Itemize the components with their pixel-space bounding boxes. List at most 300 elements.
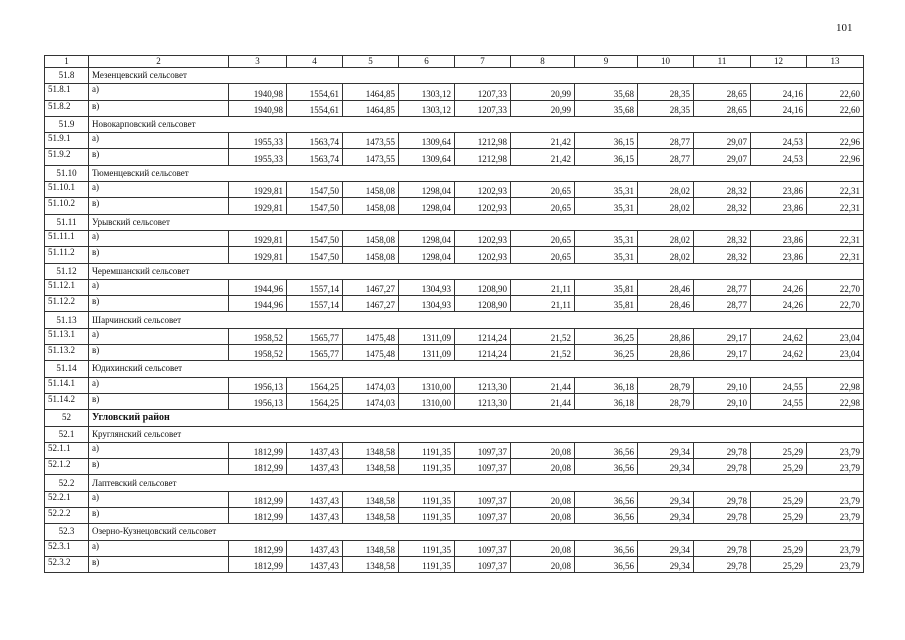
value-cell: 20,65 bbox=[511, 247, 575, 263]
value-cell: 1437,43 bbox=[287, 442, 343, 458]
value-cell: 1348,58 bbox=[343, 459, 399, 475]
value-cell: 28,46 bbox=[638, 279, 694, 295]
value-cell: 25,29 bbox=[751, 556, 807, 572]
row-label: а) bbox=[89, 442, 229, 458]
district-name: Угловский район bbox=[89, 410, 864, 426]
value-cell: 1547,50 bbox=[287, 247, 343, 263]
value-cell: 24,53 bbox=[751, 149, 807, 165]
value-cell: 1944,96 bbox=[229, 279, 287, 295]
row-label: а) bbox=[89, 230, 229, 246]
value-cell: 1202,93 bbox=[455, 230, 511, 246]
value-cell: 36,15 bbox=[575, 133, 638, 149]
header-cell: 5 bbox=[343, 56, 399, 68]
value-cell: 21,11 bbox=[511, 296, 575, 312]
value-cell: 22,31 bbox=[807, 230, 864, 246]
value-cell: 24,55 bbox=[751, 377, 807, 393]
value-cell: 22,70 bbox=[807, 279, 864, 295]
header-cell: 13 bbox=[807, 56, 864, 68]
value-cell: 29,17 bbox=[694, 345, 751, 361]
value-cell: 1310,00 bbox=[399, 393, 455, 409]
row-label: в) bbox=[89, 393, 229, 409]
value-cell: 1298,04 bbox=[399, 247, 455, 263]
value-cell: 1564,25 bbox=[287, 377, 343, 393]
row-number: 51.8.2 bbox=[45, 100, 89, 116]
value-cell: 23,79 bbox=[807, 556, 864, 572]
value-cell: 1812,99 bbox=[229, 442, 287, 458]
value-cell: 1475,48 bbox=[343, 328, 399, 344]
table-row bbox=[45, 377, 864, 393]
value-cell: 29,34 bbox=[638, 442, 694, 458]
value-cell: 1212,98 bbox=[455, 149, 511, 165]
value-cell: 29,78 bbox=[694, 442, 751, 458]
value-cell: 20,08 bbox=[511, 508, 575, 524]
value-cell: 23,86 bbox=[751, 198, 807, 214]
value-cell: 1473,55 bbox=[343, 149, 399, 165]
row-label: в) bbox=[89, 459, 229, 475]
row-label: а) bbox=[89, 182, 229, 198]
value-cell: 28,46 bbox=[638, 296, 694, 312]
value-cell: 1191,35 bbox=[399, 508, 455, 524]
header-cell: 9 bbox=[575, 56, 638, 68]
value-cell: 20,65 bbox=[511, 182, 575, 198]
table-row bbox=[45, 149, 864, 165]
table-row bbox=[45, 540, 864, 556]
value-cell: 28,32 bbox=[694, 230, 751, 246]
value-cell: 1547,50 bbox=[287, 182, 343, 198]
value-cell: 29,07 bbox=[694, 133, 751, 149]
value-cell: 28,02 bbox=[638, 182, 694, 198]
row-number: 51.11.1 bbox=[45, 230, 89, 246]
value-cell: 36,56 bbox=[575, 459, 638, 475]
section-number: 51.14 bbox=[45, 361, 89, 377]
value-cell: 1557,14 bbox=[287, 279, 343, 295]
section-row bbox=[45, 361, 864, 377]
value-cell: 1929,81 bbox=[229, 198, 287, 214]
row-number: 51.13.1 bbox=[45, 328, 89, 344]
value-cell: 23,79 bbox=[807, 491, 864, 507]
header-cell: 11 bbox=[694, 56, 751, 68]
section-number: 52.1 bbox=[45, 426, 89, 442]
row-number: 51.9.2 bbox=[45, 149, 89, 165]
value-cell: 1565,77 bbox=[287, 328, 343, 344]
value-cell: 36,56 bbox=[575, 540, 638, 556]
value-cell: 1547,50 bbox=[287, 230, 343, 246]
value-cell: 1557,14 bbox=[287, 296, 343, 312]
value-cell: 29,07 bbox=[694, 149, 751, 165]
table-row bbox=[45, 247, 864, 263]
row-label: а) bbox=[89, 540, 229, 556]
section-row bbox=[45, 426, 864, 442]
value-cell: 1474,03 bbox=[343, 393, 399, 409]
value-cell: 1554,61 bbox=[287, 84, 343, 100]
value-cell: 23,79 bbox=[807, 540, 864, 556]
district-row bbox=[45, 410, 864, 426]
section-name: Озерно-Кузнецовский сельсовет bbox=[89, 524, 864, 540]
section-name: Мезенцевский сельсовет bbox=[89, 68, 864, 84]
value-cell: 21,44 bbox=[511, 377, 575, 393]
value-cell: 21,52 bbox=[511, 328, 575, 344]
value-cell: 28,32 bbox=[694, 182, 751, 198]
value-cell: 28,77 bbox=[638, 133, 694, 149]
value-cell: 23,86 bbox=[751, 247, 807, 263]
section-row bbox=[45, 475, 864, 491]
section-number: 51.11 bbox=[45, 214, 89, 230]
value-cell: 1458,08 bbox=[343, 230, 399, 246]
value-cell: 1554,61 bbox=[287, 100, 343, 116]
value-cell: 1303,12 bbox=[399, 100, 455, 116]
section-name: Урывский сельсовет bbox=[89, 214, 864, 230]
row-number: 51.10.2 bbox=[45, 198, 89, 214]
value-cell: 1348,58 bbox=[343, 540, 399, 556]
value-cell: 1955,33 bbox=[229, 149, 287, 165]
row-label: а) bbox=[89, 279, 229, 295]
table-row bbox=[45, 182, 864, 198]
row-label: в) bbox=[89, 247, 229, 263]
value-cell: 25,29 bbox=[751, 508, 807, 524]
value-cell: 28,79 bbox=[638, 393, 694, 409]
value-cell: 35,81 bbox=[575, 296, 638, 312]
value-cell: 1929,81 bbox=[229, 247, 287, 263]
header-cell: 1 bbox=[45, 56, 89, 68]
row-number: 52.1.1 bbox=[45, 442, 89, 458]
value-cell: 1475,48 bbox=[343, 345, 399, 361]
value-cell: 1097,37 bbox=[455, 540, 511, 556]
value-cell: 35,31 bbox=[575, 198, 638, 214]
value-cell: 22,96 bbox=[807, 149, 864, 165]
value-cell: 25,29 bbox=[751, 540, 807, 556]
section-name: Новокарповский сельсовет bbox=[89, 116, 864, 132]
row-number: 51.14.2 bbox=[45, 393, 89, 409]
value-cell: 1348,58 bbox=[343, 442, 399, 458]
section-row bbox=[45, 68, 864, 84]
value-cell: 1202,93 bbox=[455, 198, 511, 214]
value-cell: 22,96 bbox=[807, 133, 864, 149]
value-cell: 1191,35 bbox=[399, 459, 455, 475]
value-cell: 20,99 bbox=[511, 84, 575, 100]
value-cell: 1929,81 bbox=[229, 230, 287, 246]
value-cell: 23,04 bbox=[807, 345, 864, 361]
value-cell: 1208,90 bbox=[455, 279, 511, 295]
value-cell: 20,08 bbox=[511, 442, 575, 458]
value-cell: 1348,58 bbox=[343, 508, 399, 524]
value-cell: 36,25 bbox=[575, 345, 638, 361]
value-cell: 29,34 bbox=[638, 491, 694, 507]
value-cell: 1348,58 bbox=[343, 556, 399, 572]
value-cell: 1202,93 bbox=[455, 247, 511, 263]
value-cell: 1097,37 bbox=[455, 459, 511, 475]
value-cell: 25,29 bbox=[751, 491, 807, 507]
value-cell: 1437,43 bbox=[287, 556, 343, 572]
value-cell: 21,42 bbox=[511, 149, 575, 165]
row-label: в) bbox=[89, 345, 229, 361]
value-cell: 1202,93 bbox=[455, 182, 511, 198]
value-cell: 1929,81 bbox=[229, 182, 287, 198]
section-name: Юдихинский сельсовет bbox=[89, 361, 864, 377]
value-cell: 35,68 bbox=[575, 84, 638, 100]
header-cell: 2 bbox=[89, 56, 229, 68]
value-cell: 35,31 bbox=[575, 247, 638, 263]
value-cell: 21,11 bbox=[511, 279, 575, 295]
row-number: 51.9.1 bbox=[45, 133, 89, 149]
value-cell: 1309,64 bbox=[399, 149, 455, 165]
value-cell: 36,56 bbox=[575, 491, 638, 507]
row-number: 51.8.1 bbox=[45, 84, 89, 100]
value-cell: 23,04 bbox=[807, 328, 864, 344]
value-cell: 1097,37 bbox=[455, 491, 511, 507]
section-name: Круглянский сельсовет bbox=[89, 426, 864, 442]
table-row bbox=[45, 508, 864, 524]
value-cell: 35,31 bbox=[575, 230, 638, 246]
section-name: Лаптевский сельсовет bbox=[89, 475, 864, 491]
value-cell: 22,31 bbox=[807, 198, 864, 214]
value-cell: 1214,24 bbox=[455, 345, 511, 361]
header-cell: 8 bbox=[511, 56, 575, 68]
table-row bbox=[45, 279, 864, 295]
value-cell: 20,08 bbox=[511, 540, 575, 556]
section-number: 51.13 bbox=[45, 312, 89, 328]
value-cell: 36,15 bbox=[575, 149, 638, 165]
value-cell: 21,52 bbox=[511, 345, 575, 361]
value-cell: 24,26 bbox=[751, 279, 807, 295]
value-cell: 24,62 bbox=[751, 345, 807, 361]
header-row bbox=[45, 56, 864, 68]
row-number: 51.14.1 bbox=[45, 377, 89, 393]
value-cell: 23,79 bbox=[807, 459, 864, 475]
value-cell: 28,86 bbox=[638, 345, 694, 361]
section-name: Тюменцевский сельсовет bbox=[89, 165, 864, 181]
value-cell: 28,32 bbox=[694, 198, 751, 214]
row-number: 52.2.2 bbox=[45, 508, 89, 524]
value-cell: 28,32 bbox=[694, 247, 751, 263]
header-cell: 4 bbox=[287, 56, 343, 68]
table-row bbox=[45, 198, 864, 214]
value-cell: 29,10 bbox=[694, 377, 751, 393]
value-cell: 1940,98 bbox=[229, 84, 287, 100]
section-row bbox=[45, 263, 864, 279]
value-cell: 1191,35 bbox=[399, 540, 455, 556]
value-cell: 1304,93 bbox=[399, 279, 455, 295]
value-cell: 24,26 bbox=[751, 296, 807, 312]
value-cell: 29,78 bbox=[694, 540, 751, 556]
value-cell: 20,65 bbox=[511, 230, 575, 246]
value-cell: 1437,43 bbox=[287, 491, 343, 507]
value-cell: 35,81 bbox=[575, 279, 638, 295]
value-cell: 1464,85 bbox=[343, 84, 399, 100]
value-cell: 29,17 bbox=[694, 328, 751, 344]
value-cell: 24,55 bbox=[751, 393, 807, 409]
row-number: 51.11.2 bbox=[45, 247, 89, 263]
value-cell: 1213,30 bbox=[455, 393, 511, 409]
value-cell: 29,78 bbox=[694, 556, 751, 572]
header-cell: 3 bbox=[229, 56, 287, 68]
value-cell: 22,98 bbox=[807, 377, 864, 393]
value-cell: 24,16 bbox=[751, 84, 807, 100]
row-label: а) bbox=[89, 377, 229, 393]
value-cell: 1212,98 bbox=[455, 133, 511, 149]
value-cell: 24,16 bbox=[751, 100, 807, 116]
value-cell: 1437,43 bbox=[287, 540, 343, 556]
value-cell: 36,56 bbox=[575, 508, 638, 524]
value-cell: 1464,85 bbox=[343, 100, 399, 116]
value-cell: 25,29 bbox=[751, 442, 807, 458]
value-cell: 35,68 bbox=[575, 100, 638, 116]
row-label: в) bbox=[89, 149, 229, 165]
header-cell: 7 bbox=[455, 56, 511, 68]
table-row bbox=[45, 328, 864, 344]
section-name: Шарчинский сельсовет bbox=[89, 312, 864, 328]
table-row bbox=[45, 491, 864, 507]
value-cell: 1547,50 bbox=[287, 198, 343, 214]
value-cell: 1563,74 bbox=[287, 133, 343, 149]
row-number: 51.12.1 bbox=[45, 279, 89, 295]
row-label: в) bbox=[89, 508, 229, 524]
value-cell: 23,86 bbox=[751, 230, 807, 246]
value-cell: 1304,93 bbox=[399, 296, 455, 312]
row-number: 52.2.1 bbox=[45, 491, 89, 507]
value-cell: 28,65 bbox=[694, 84, 751, 100]
value-cell: 1348,58 bbox=[343, 491, 399, 507]
section-number: 51.10 bbox=[45, 165, 89, 181]
value-cell: 1437,43 bbox=[287, 508, 343, 524]
value-cell: 24,62 bbox=[751, 328, 807, 344]
value-cell: 1097,37 bbox=[455, 442, 511, 458]
value-cell: 28,77 bbox=[694, 296, 751, 312]
section-number: 51.9 bbox=[45, 116, 89, 132]
value-cell: 20,08 bbox=[511, 459, 575, 475]
section-number: 52 bbox=[45, 410, 89, 426]
value-cell: 28,77 bbox=[694, 279, 751, 295]
value-cell: 29,34 bbox=[638, 459, 694, 475]
row-label: а) bbox=[89, 328, 229, 344]
value-cell: 1309,64 bbox=[399, 133, 455, 149]
table-row bbox=[45, 345, 864, 361]
table-row bbox=[45, 230, 864, 246]
value-cell: 1564,25 bbox=[287, 393, 343, 409]
value-cell: 1191,35 bbox=[399, 556, 455, 572]
value-cell: 23,79 bbox=[807, 508, 864, 524]
value-cell: 22,98 bbox=[807, 393, 864, 409]
value-cell: 1213,30 bbox=[455, 377, 511, 393]
section-number: 51.8 bbox=[45, 68, 89, 84]
value-cell: 20,08 bbox=[511, 556, 575, 572]
row-number: 52.1.2 bbox=[45, 459, 89, 475]
value-cell: 29,78 bbox=[694, 459, 751, 475]
value-cell: 28,02 bbox=[638, 230, 694, 246]
row-label: а) bbox=[89, 491, 229, 507]
value-cell: 36,18 bbox=[575, 377, 638, 393]
value-cell: 36,56 bbox=[575, 556, 638, 572]
value-cell: 1097,37 bbox=[455, 508, 511, 524]
section-row bbox=[45, 214, 864, 230]
table-body bbox=[45, 56, 864, 573]
value-cell: 23,79 bbox=[807, 442, 864, 458]
table-row bbox=[45, 442, 864, 458]
value-cell: 29,78 bbox=[694, 508, 751, 524]
section-number: 51.12 bbox=[45, 263, 89, 279]
value-cell: 36,56 bbox=[575, 442, 638, 458]
section-number: 52.2 bbox=[45, 475, 89, 491]
value-cell: 20,99 bbox=[511, 100, 575, 116]
value-cell: 1940,98 bbox=[229, 100, 287, 116]
value-cell: 1207,33 bbox=[455, 84, 511, 100]
section-row bbox=[45, 524, 864, 540]
value-cell: 1097,37 bbox=[455, 556, 511, 572]
table-row bbox=[45, 84, 864, 100]
value-cell: 1955,33 bbox=[229, 133, 287, 149]
value-cell: 28,65 bbox=[694, 100, 751, 116]
value-cell: 1303,12 bbox=[399, 84, 455, 100]
value-cell: 1473,55 bbox=[343, 133, 399, 149]
value-cell: 24,53 bbox=[751, 133, 807, 149]
tariff-table bbox=[44, 55, 864, 573]
value-cell: 1458,08 bbox=[343, 247, 399, 263]
row-number: 51.12.2 bbox=[45, 296, 89, 312]
value-cell: 1298,04 bbox=[399, 182, 455, 198]
value-cell: 22,31 bbox=[807, 247, 864, 263]
value-cell: 36,25 bbox=[575, 328, 638, 344]
section-row bbox=[45, 165, 864, 181]
value-cell: 28,02 bbox=[638, 247, 694, 263]
row-number: 51.10.1 bbox=[45, 182, 89, 198]
value-cell: 1298,04 bbox=[399, 230, 455, 246]
row-label: а) bbox=[89, 84, 229, 100]
header-cell: 6 bbox=[399, 56, 455, 68]
value-cell: 28,35 bbox=[638, 100, 694, 116]
page-number: 101 bbox=[836, 22, 853, 34]
value-cell: 22,60 bbox=[807, 100, 864, 116]
value-cell: 1310,00 bbox=[399, 377, 455, 393]
section-number: 52.3 bbox=[45, 524, 89, 540]
header-cell: 12 bbox=[751, 56, 807, 68]
value-cell: 1812,99 bbox=[229, 491, 287, 507]
value-cell: 20,08 bbox=[511, 491, 575, 507]
row-label: в) bbox=[89, 556, 229, 572]
value-cell: 1311,09 bbox=[399, 345, 455, 361]
value-cell: 1311,09 bbox=[399, 328, 455, 344]
value-cell: 1812,99 bbox=[229, 459, 287, 475]
value-cell: 35,31 bbox=[575, 182, 638, 198]
row-number: 51.13.2 bbox=[45, 345, 89, 361]
value-cell: 1812,99 bbox=[229, 556, 287, 572]
value-cell: 21,42 bbox=[511, 133, 575, 149]
value-cell: 28,79 bbox=[638, 377, 694, 393]
value-cell: 22,31 bbox=[807, 182, 864, 198]
value-cell: 1208,90 bbox=[455, 296, 511, 312]
value-cell: 21,44 bbox=[511, 393, 575, 409]
header-cell: 10 bbox=[638, 56, 694, 68]
table-row bbox=[45, 556, 864, 572]
row-label: в) bbox=[89, 198, 229, 214]
value-cell: 1812,99 bbox=[229, 508, 287, 524]
value-cell: 29,34 bbox=[638, 508, 694, 524]
value-cell: 1563,74 bbox=[287, 149, 343, 165]
value-cell: 1467,27 bbox=[343, 296, 399, 312]
table-row bbox=[45, 133, 864, 149]
value-cell: 1474,03 bbox=[343, 377, 399, 393]
value-cell: 28,35 bbox=[638, 84, 694, 100]
value-cell: 23,86 bbox=[751, 182, 807, 198]
value-cell: 1191,35 bbox=[399, 491, 455, 507]
value-cell: 1958,52 bbox=[229, 345, 287, 361]
value-cell: 25,29 bbox=[751, 459, 807, 475]
value-cell: 1565,77 bbox=[287, 345, 343, 361]
value-cell: 28,02 bbox=[638, 198, 694, 214]
value-cell: 1458,08 bbox=[343, 182, 399, 198]
value-cell: 28,77 bbox=[638, 149, 694, 165]
value-cell: 1437,43 bbox=[287, 459, 343, 475]
value-cell: 29,78 bbox=[694, 491, 751, 507]
value-cell: 36,18 bbox=[575, 393, 638, 409]
